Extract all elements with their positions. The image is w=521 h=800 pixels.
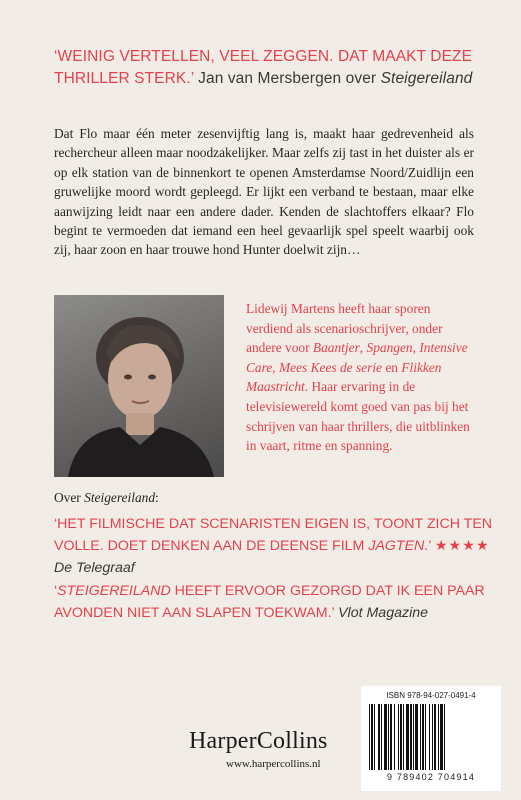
- over-label: [54, 490, 159, 506]
- isbn-label: ISBN 978-94-027-0491-4: [386, 691, 476, 700]
- review-quote-title: STEIGEREILAND: [57, 583, 171, 599]
- author-bio-show: Baantjer: [312, 340, 360, 356]
- cover-quote-title: Steigereiland: [380, 70, 473, 87]
- author-bio-text: Lidewij Martens heeft haar sporen verdiend als scenarioschrijver, onder andere voor: [246, 301, 443, 356]
- cover-quote-text: ‘WEINIG VERTELLEN, VEEL ZEGGEN. DAT MAAKT DEZE THRILLER STERK.’: [54, 48, 473, 87]
- author-bio-separator: ,: [359, 340, 367, 356]
- publisher-logo: HarperCollins: [189, 728, 328, 754]
- author-photo: [54, 295, 224, 477]
- author-bio-show: Intensive Care: [246, 340, 468, 375]
- review-quote-text: HEEFT ERVOOR GEZORGD DAT IK EEN PAAR AVONDEN NIET AAN SLAPEN TOEKWAM.’: [54, 583, 485, 621]
- author-bio: [246, 299, 476, 456]
- rating-stars: ★★★★: [434, 538, 490, 554]
- author-bio-separator: en: [382, 359, 402, 375]
- author-bio-text: . Haar ervaring in de televisiewereld komt goed van pas bij het schrijven van haar thrillers, die uitblinken in vaart, ritme en spanning.: [246, 379, 470, 454]
- review-quote-text: .’: [424, 538, 431, 554]
- review-source: De Telegraaf: [54, 560, 135, 576]
- cover-quote: [54, 46, 484, 90]
- author-bio-separator: ,: [412, 340, 420, 356]
- book-blurb: Dat Flo maar één meter zesenvijftig lang is, maakt haar gedrevenheid als rechercheur alleen maar noodzakelijker. Maar zelfs zij tast in het duister als er op elk station van de binnenkort te openen Amsterdamse Noord/Zuidlijn een gruwelijke moord wordt gepleegd. Er lijkt een verband te bestaan, maar elke aanwijzing leidt naar een andere dader. Kenden de slachtoffers elkaar? Flo begint te vermoeden dat iemand een heel gevaarlijk spel speelt waarbij ook zij, haar zoon en haar trouwe hond Hunter doelwit zijn…: [54, 126, 474, 258]
- author-bio-show: Spangen: [366, 340, 413, 356]
- review-quote-film: JAGTEN: [368, 538, 425, 554]
- review-quote-vlot: [54, 580, 494, 624]
- author-bio-separator: ,: [272, 359, 279, 375]
- cover-quote-attribution: Jan van Mersbergen over: [198, 70, 377, 87]
- review-quote-open: ‘: [54, 583, 58, 599]
- review-quote-text: ‘HET FILMISCHE DAT SCENARISTEN EIGEN IS, TOONT ZICH TEN VOLLE. DOET DENKEN AAN DE DEENSE FILM: [54, 516, 493, 554]
- review-source: Vlot Magazine: [338, 605, 428, 621]
- over-title: Steigereiland: [84, 490, 156, 505]
- barcode: [361, 686, 501, 791]
- author-bio-show: Flikken Maastricht: [246, 359, 442, 395]
- barcode-icon: [367, 704, 495, 770]
- over-prefix: Over: [54, 490, 85, 505]
- review-quote-telegraaf: [54, 513, 494, 579]
- publisher-url: www.harpercollins.nl: [226, 758, 321, 770]
- author-bio-show: Mees Kees de serie: [279, 359, 382, 375]
- barcode-digits: 9 789402 704914: [386, 772, 476, 782]
- over-suffix: :: [155, 490, 159, 505]
